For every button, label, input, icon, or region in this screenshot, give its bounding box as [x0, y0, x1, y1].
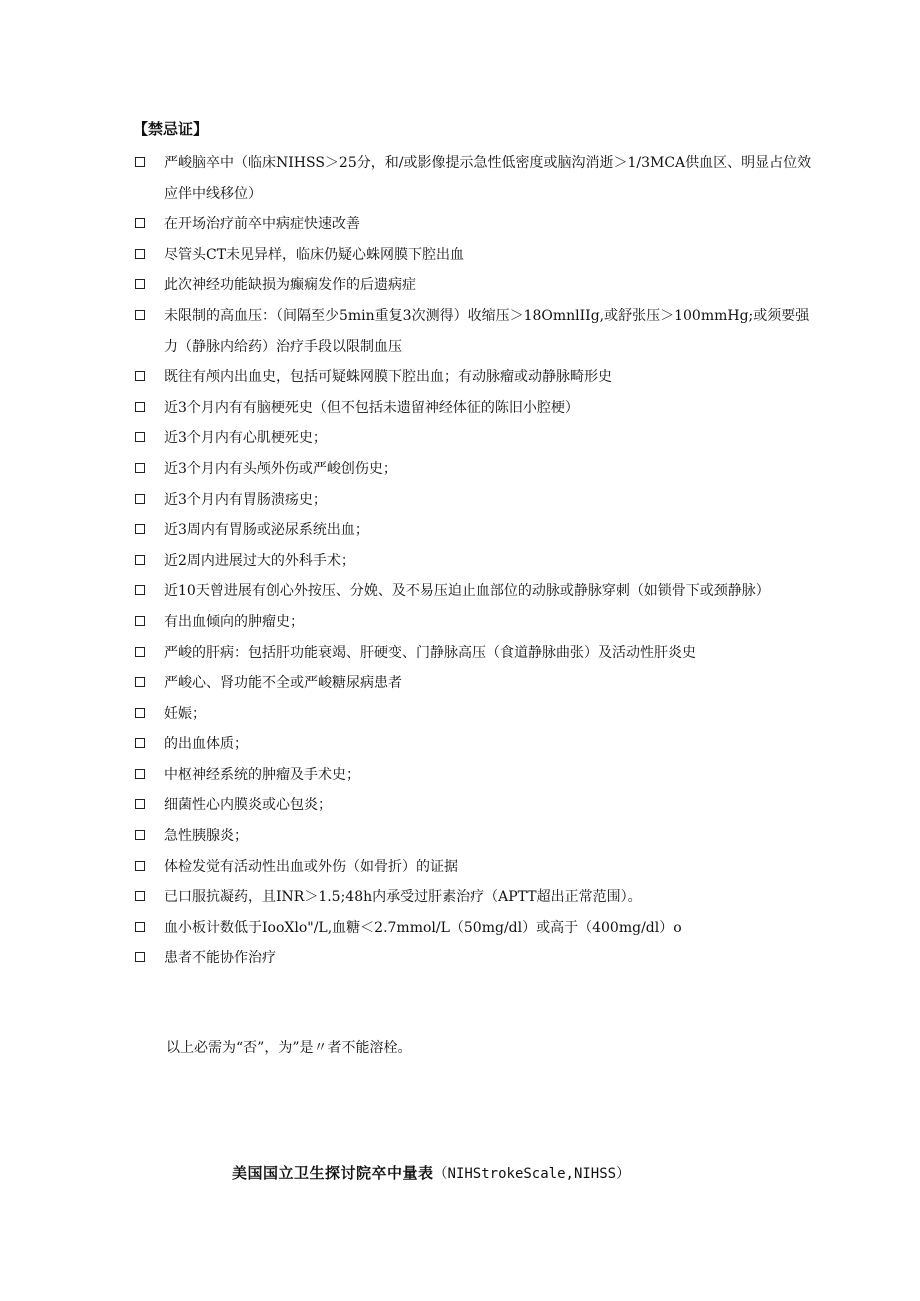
checklist-item — [131, 821, 821, 852]
checklist-item-text: 近3周内有胃肠或泌尿系统出血； — [164, 522, 369, 539]
checkbox-icon[interactable] — [135, 157, 145, 167]
checkbox-icon[interactable] — [135, 799, 145, 809]
checklist-item-text: 近2周内进展过大的外科手术； — [164, 552, 355, 569]
checklist-item — [131, 423, 821, 454]
checklist-item-text: 近3个月内有胃肠溃疡史； — [164, 491, 327, 508]
checkbox-icon[interactable] — [135, 861, 145, 871]
checklist-item — [131, 943, 821, 974]
footnote: 以上必需为“否”，为”是〃者不能溶栓。 — [166, 1040, 412, 1056]
checkbox-icon[interactable] — [135, 769, 145, 779]
scale-title-main: 美国国立卫生探讨院卒中量表 — [232, 1164, 434, 1182]
checkbox-icon[interactable] — [135, 830, 145, 840]
checklist-item-text: 患者不能协作治疗 — [164, 950, 276, 967]
checklist-item — [131, 729, 821, 760]
checklist-item-text: 细菌性心内膜炎或心包炎； — [164, 797, 332, 814]
checkbox-icon[interactable] — [135, 249, 145, 259]
checklist-item — [131, 607, 821, 638]
checklist-item-text: 已口服抗凝药，且INR＞1.5;48h内承受过肝素治疗（APTT超出正常范围）。 — [164, 889, 642, 906]
checklist-item-text: 既往有颅内出血史，包括可疑蛛网膜下腔出血；有动脉瘤或动静脉畸形史 — [164, 369, 612, 386]
checklist-item — [131, 576, 821, 607]
scale-title — [232, 1160, 630, 1187]
checklist-item-text: 近3个月内有有脑梗死史（但不包括未遗留神经体征的陈旧小腔梗） — [164, 399, 579, 416]
checklist-item — [131, 668, 821, 699]
checkbox-icon[interactable] — [135, 371, 145, 381]
contraindication-checklist — [131, 148, 821, 974]
checklist-item — [131, 393, 821, 424]
checklist-item — [131, 546, 821, 577]
checkbox-icon[interactable] — [135, 922, 145, 932]
checklist-item-text: 有出血倾向的肿瘤史； — [164, 613, 304, 630]
checklist-item-text: 在开场治疗前卒中病症快速改善 — [164, 216, 360, 233]
checklist-item-text: 严峻的肝病：包括肝功能衰竭、肝硬变、门静脉高压（食道静脉曲张）及活动性肝炎史 — [164, 644, 696, 661]
checklist-item-text: 的出血体质； — [164, 736, 248, 753]
checkbox-icon[interactable] — [135, 708, 145, 718]
checklist-item — [131, 790, 821, 821]
checkbox-icon[interactable] — [135, 463, 145, 473]
checklist-item — [131, 638, 821, 669]
checklist-item — [131, 454, 821, 485]
checklist-item-text: 近3个月内有头颅外伤或严峻创伤史； — [164, 460, 397, 477]
checklist-item — [131, 852, 821, 883]
checkbox-icon[interactable] — [135, 616, 145, 626]
checkbox-icon[interactable] — [135, 494, 145, 504]
scale-title-sub: （NIHStrokeScale,NIHSS） — [433, 1166, 631, 1182]
checklist-item-text: 中枢神经系统的肿瘤及手术史； — [164, 766, 360, 783]
checklist-item-text: 严峻脑卒中（临床NIHSS＞25分，和/或影像提示急性低密度或脑沟消逝＞1/3MCA供血区、明显占位效应伴中线移位） — [164, 155, 812, 202]
checkbox-icon[interactable] — [135, 738, 145, 748]
checklist-item-text: 体检发觉有活动性出血或外伤（如骨折）的证据 — [164, 858, 458, 875]
checkbox-icon[interactable] — [135, 432, 145, 442]
checkbox-icon[interactable] — [135, 647, 145, 657]
checklist-item-text: 未限制的高血压：（间隔至少5min重复3次测得）收缩压＞18OmnlIIg,或舒张压＞100mmHg;或须要强力（静脉内给药）治疗手段以限制血压 — [164, 307, 810, 355]
checklist-item — [131, 240, 821, 271]
checklist-item-text: 尽管头CT未见异样，临床仍疑心蛛网膜下腔出血 — [164, 246, 465, 263]
checklist-item-text: 此次神经功能缺损为癫痫发作的后遗病症 — [164, 277, 416, 294]
checkbox-icon[interactable] — [135, 279, 145, 289]
checklist-item-text: 严峻心、肾功能不全或严峻糖尿病患者 — [164, 675, 402, 692]
checklist-item-text: 急性胰腺炎； — [164, 828, 248, 845]
checklist-item-text: 血小板计数低于IooXlo"/L,血糖＜2.7mmol/L（50mg/dl）或高于（400mg/dl）o — [164, 919, 682, 936]
checklist-item — [131, 148, 821, 209]
checkbox-icon[interactable] — [135, 218, 145, 228]
checklist-item — [131, 882, 821, 913]
checkbox-icon[interactable] — [135, 677, 145, 687]
checklist-item — [131, 913, 821, 944]
checklist-item — [131, 485, 821, 516]
checkbox-icon[interactable] — [135, 952, 145, 962]
checkbox-icon[interactable] — [135, 555, 145, 565]
checklist-item — [131, 699, 821, 730]
checklist-item — [131, 760, 821, 791]
checklist-item-text: 近10天曾进展有创心外按压、分娩、及不易压迫止血部位的动脉或静脉穿刺（如锁骨下或颈静脉） — [164, 583, 770, 600]
checkbox-icon[interactable] — [135, 891, 145, 901]
checklist-item — [131, 515, 821, 546]
checklist-item — [131, 362, 821, 393]
checklist-item-text: 妊娠； — [164, 705, 206, 722]
checkbox-icon[interactable] — [135, 524, 145, 534]
checkbox-icon[interactable] — [135, 402, 145, 412]
checklist-item — [131, 209, 821, 240]
checklist-item — [131, 270, 821, 301]
checkbox-icon[interactable] — [135, 310, 145, 320]
checkbox-icon[interactable] — [135, 585, 145, 595]
checklist-item — [131, 301, 821, 362]
checklist-item-text: 近3个月内有心肌梗死史； — [164, 430, 327, 447]
section-title-contraindications: 【禁忌证】 — [133, 120, 209, 138]
